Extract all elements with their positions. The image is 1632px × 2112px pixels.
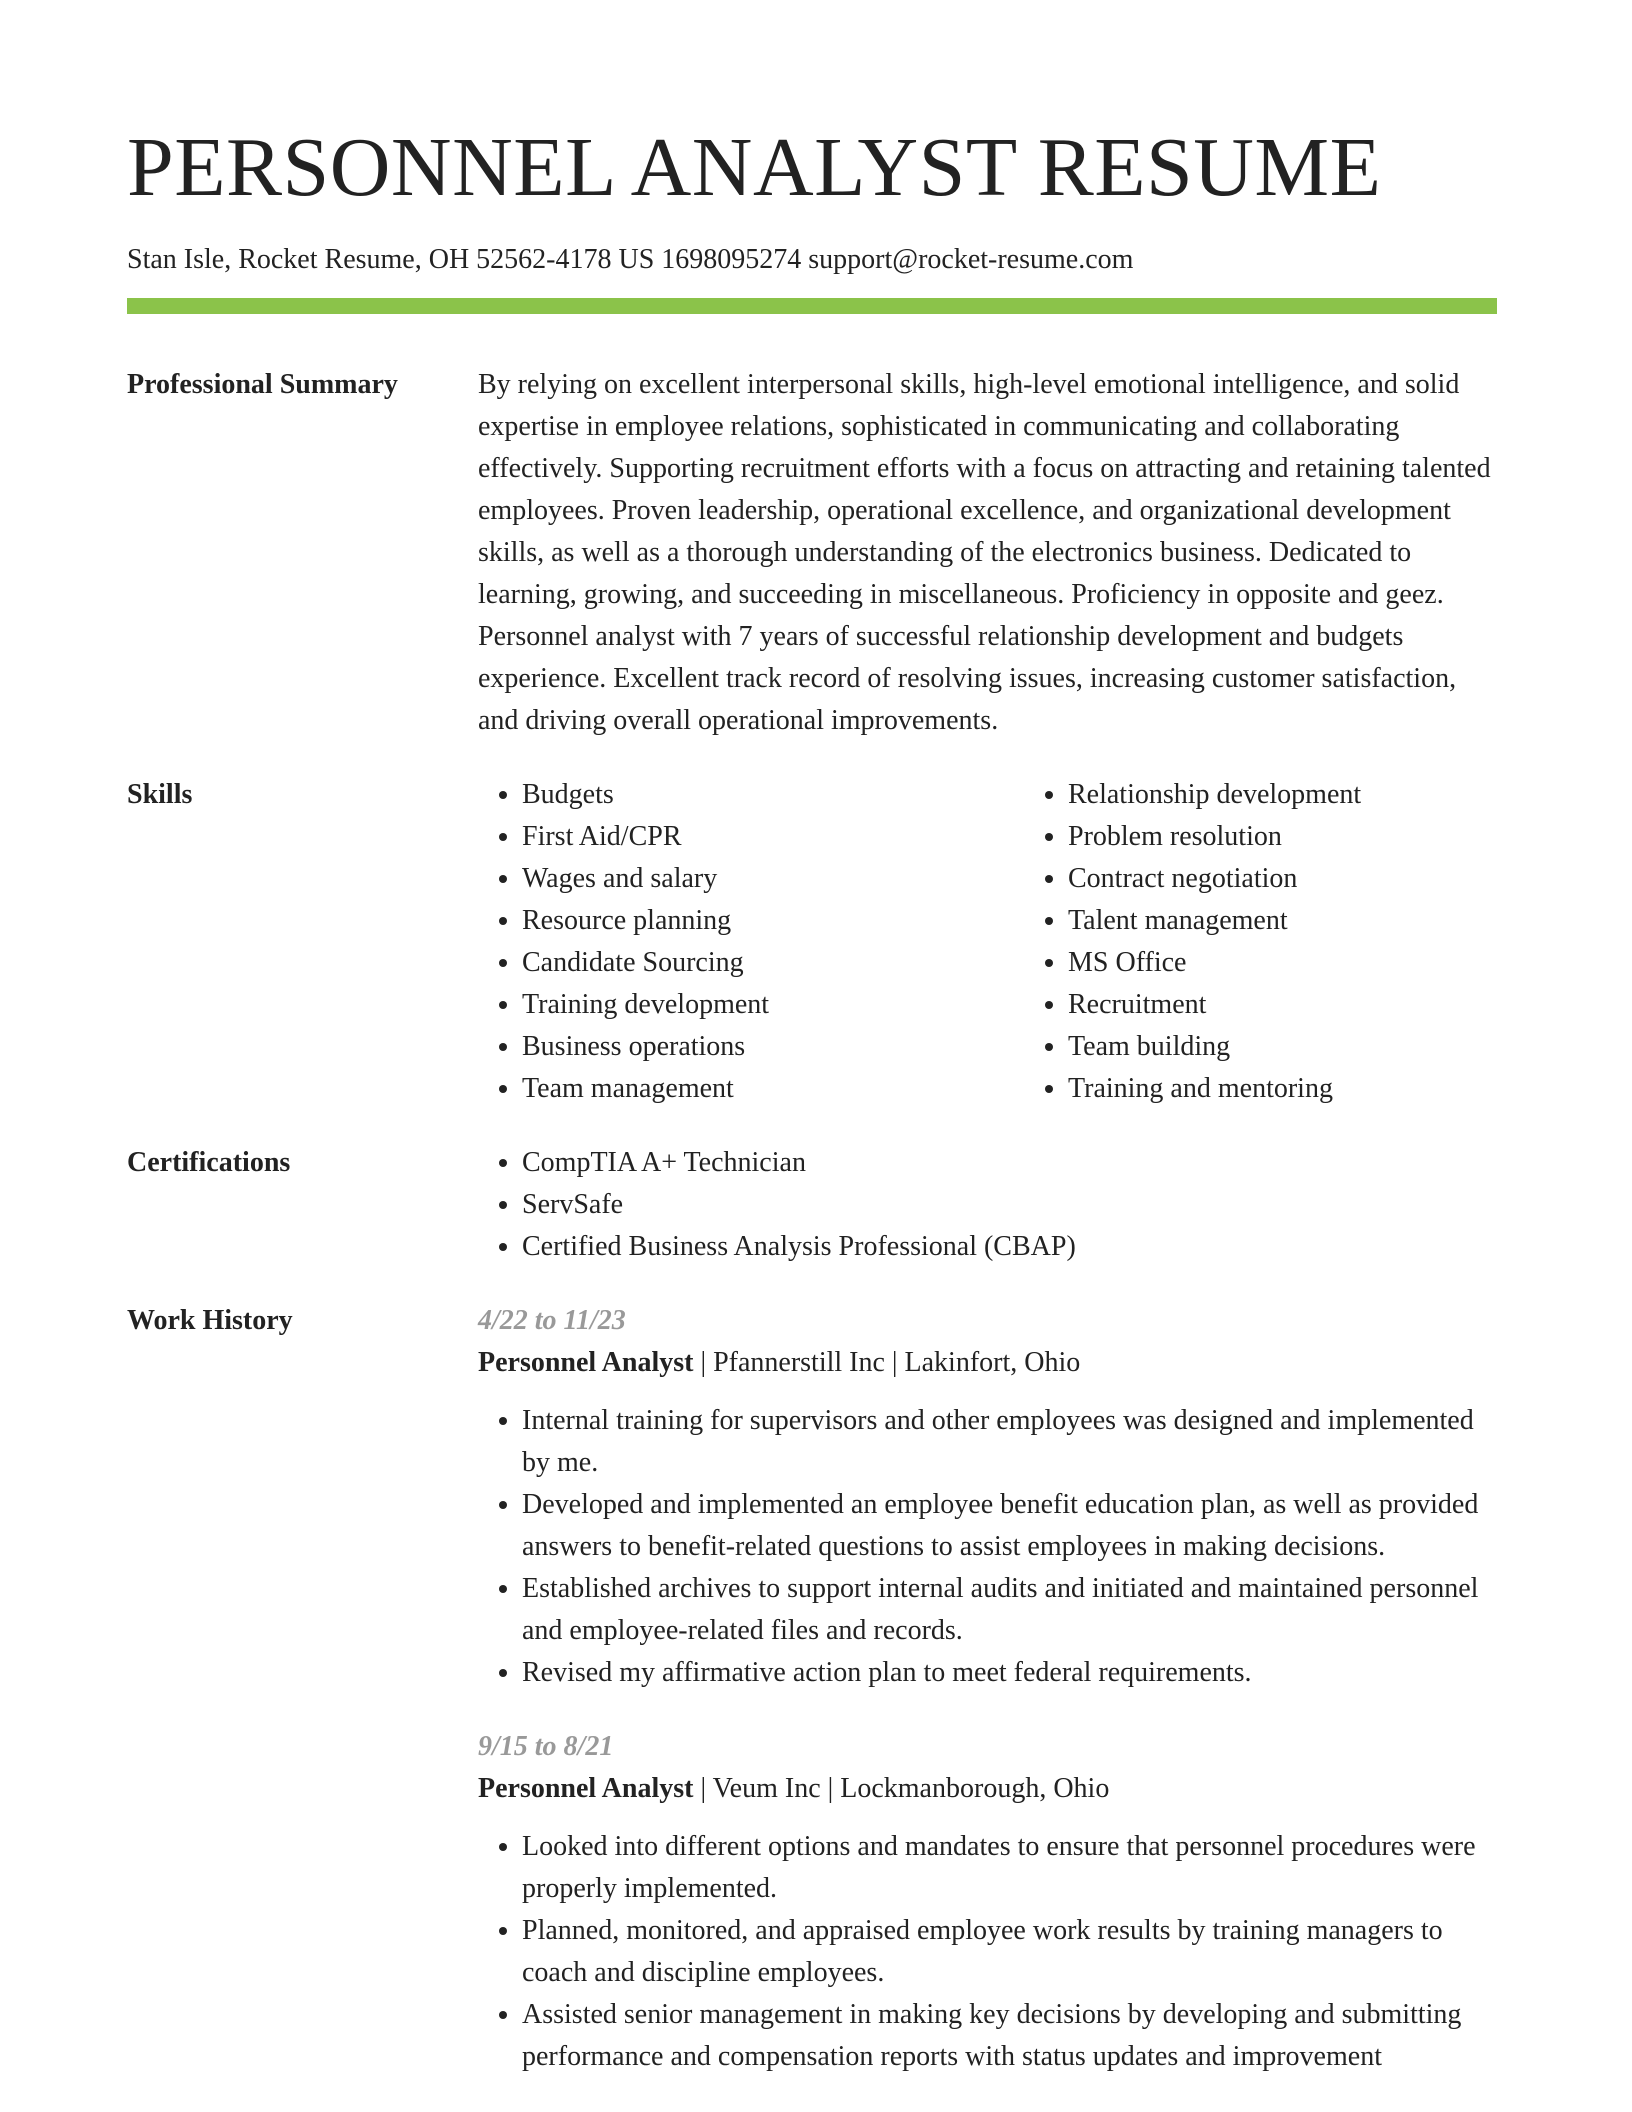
work-history-body [478,1300,1497,2078]
skill-item: • Resource planning [522,900,1024,942]
certifications-list [478,1142,1497,1268]
job-entry [478,1726,1497,2078]
skill-item: • Budgets [522,774,1024,816]
skill-item: • Team management [522,1068,1024,1110]
page-title: PERSONNEL ANALYST RESUME [127,121,1382,214]
job-bullet: • Revised my affirmative action plan to meet federal requirements. [522,1652,1497,1694]
skill-item: • First Aid/CPR [522,816,1024,858]
skill-item: • Talent management [1068,900,1570,942]
job-bullet: • Assisted senior management in making key decisions by developing and submitting performance and compensation reports with status updates and improvement [522,1994,1497,2078]
job-heading [478,1768,1497,1810]
contact-info: Stan Isle, Rocket Resume, OH 52562-4178 US 1698095274 support@rocket-resume.com [127,244,1134,275]
section-label-work-history: Work History [127,1305,293,1336]
section-label-skills: Skills [127,779,193,810]
skills-section [127,774,1497,1110]
skill-item: • Team building [1068,1026,1570,1068]
job-bullets [478,1826,1497,2078]
skills-list-right [1024,774,1570,1110]
section-label-certifications: Certifications [127,1147,291,1178]
certification-item: • ServSafe [522,1184,1497,1226]
job-title: Personnel Analyst [478,1773,694,1804]
skills-grid [478,774,1570,1110]
skills-list-left [478,774,1024,1110]
job-dates: 9/15 to 8/21 [478,1731,614,1762]
work-history-section [127,1300,1497,2078]
job-title: Personnel Analyst [478,1347,694,1378]
skill-item: • Training development [522,984,1024,1026]
certifications-body [478,1142,1497,1268]
skill-item: • Recruitment [1068,984,1570,1026]
job-details: | Pfannerstill Inc | Lakinfort, Ohio [693,1347,1081,1378]
job-bullet: • Looked into different options and mandates to ensure that personnel procedures were properly implemented. [522,1826,1497,1910]
job-details: | Veum Inc | Lockmanborough, Ohio [693,1773,1110,1804]
resume-page [127,0,1497,2078]
certification-item: • Certified Business Analysis Professional (CBAP) [522,1226,1497,1268]
skill-item: • Business operations [522,1026,1024,1068]
job-bullet: • Developed and implemented an employee benefit education plan, as well as provided answers to benefit-related questions to assist employees in making decisions. [522,1484,1497,1568]
skill-item: • Contract negotiation [1068,858,1570,900]
summary-body [478,364,1497,742]
skill-item: • Training and mentoring [1068,1068,1570,1110]
job-heading [478,1342,1497,1384]
skill-item: • Relationship development [1068,774,1570,816]
summary-section [127,364,1497,742]
job-bullets [478,1400,1497,1694]
skill-item: • MS Office [1068,942,1570,984]
skill-item: • Problem resolution [1068,816,1570,858]
section-label-summary: Professional Summary [127,369,398,400]
certifications-section [127,1142,1497,1268]
job-bullet: • Planned, monitored, and appraised employee work results by training managers to coach and discipline employees. [522,1910,1497,1994]
job-dates: 4/22 to 11/23 [478,1305,626,1336]
certification-item: • CompTIA A+ Technician [522,1142,1497,1184]
skill-item: • Candidate Sourcing [522,942,1024,984]
job-bullet: • Established archives to support internal audits and initiated and maintained personnel and employee-related files and records. [522,1568,1497,1652]
header-divider [127,298,1497,314]
job-bullet: • Internal training for supervisors and other employees was designed and implemented by me. [522,1400,1497,1484]
summary-text: By relying on excellent interpersonal skills, high-level emotional intelligence, and solid expertise in employee relations, sophisticated in communicating and collaborating effectively. Supporting recruitment efforts with a focus on attracting and retaining talented employees. Proven leadership, operational excellence, and organizational development skills, as well as a thorough understanding of the electronics business. Dedicated to learning, growing, and succeeding in miscellaneous. Proficiency in opposite and geez. Personnel analyst with 7 years of successful relationship development and budgets experience. Excellent track record of resolving issues, increasing customer satisfaction, and driving overall operational improvements. [478,369,1491,736]
skill-item: • Wages and salary [522,858,1024,900]
job-entry [478,1300,1497,1694]
